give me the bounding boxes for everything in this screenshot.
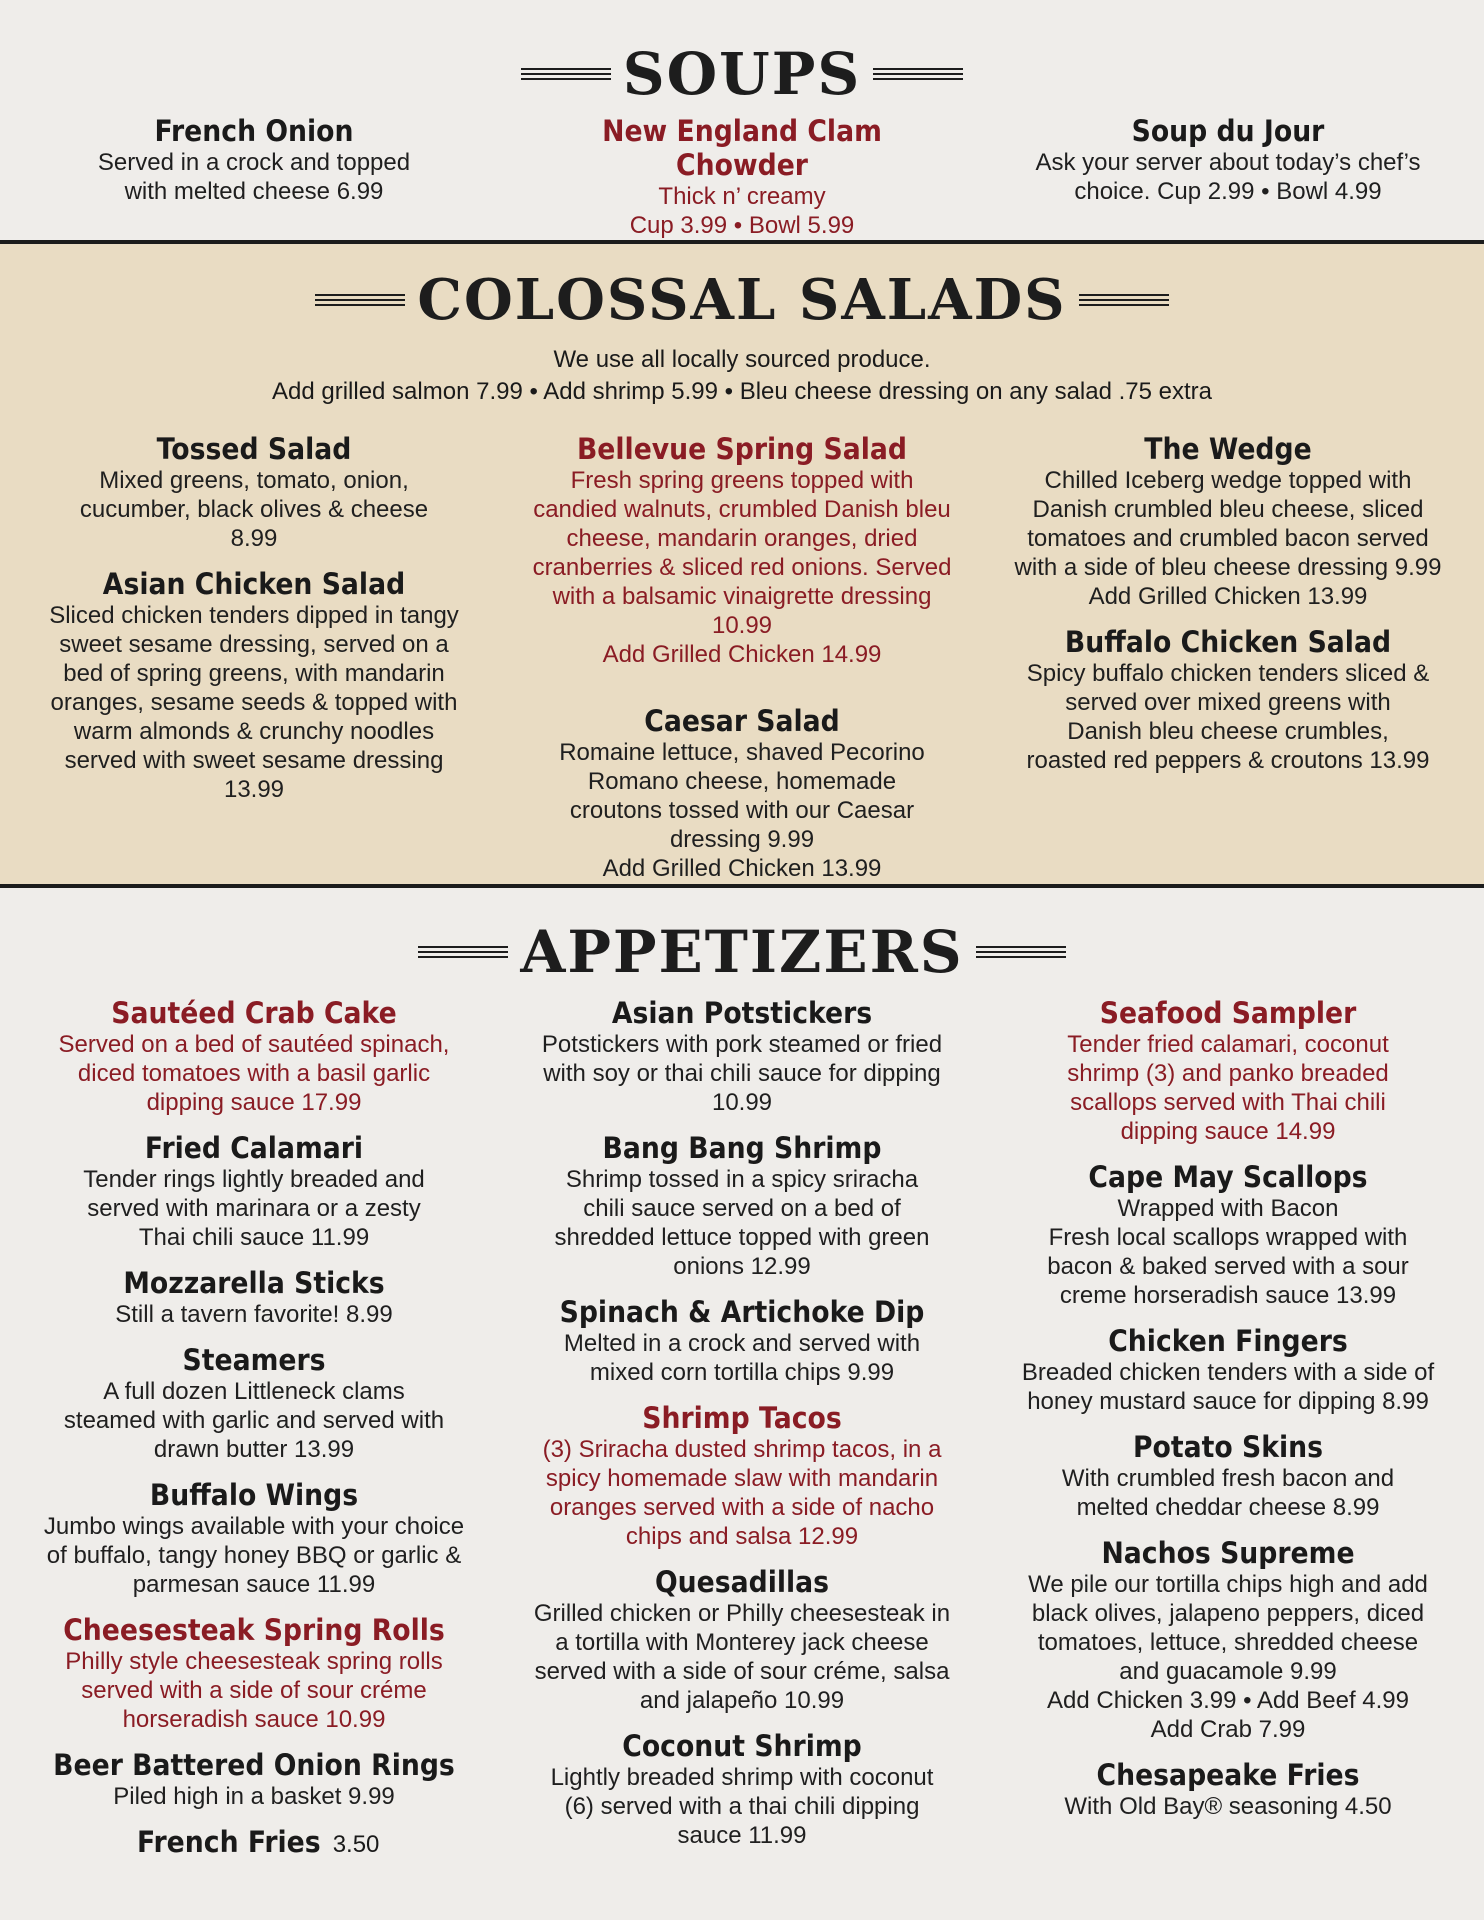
item-desc: Ask your server about today’s chef’s choice. Cup 2.99 • Bowl 4.99 <box>1035 149 1421 205</box>
menu-item <box>1008 1324 1448 1416</box>
item-desc: Add Chicken 3.99 • Add Beef 4.99 <box>1047 1687 1409 1714</box>
heading-rule-left <box>315 294 405 306</box>
item-name: The Wedge <box>1144 432 1312 466</box>
salad-col-2b <box>522 704 962 897</box>
menu-item <box>522 1729 962 1850</box>
item-name: Chicken Fingers <box>1108 1324 1348 1358</box>
item-name: Caesar Salad <box>644 704 840 738</box>
item-name: Nachos Supreme <box>1101 1536 1355 1570</box>
menu-item <box>522 1565 962 1715</box>
salad-col-3 <box>1008 432 1448 789</box>
heading-rule-left <box>418 946 508 958</box>
item-desc: Sliced chicken tenders dipped in tangy sweet sesame dressing, served on a bed of spring greens, with mandarin oranges, sesame seeds & topped with warm almonds & crunchy noodles served with sweet sesame dressing 13.99 <box>49 602 459 803</box>
item-desc: Lightly breaded shrimp with coconut (6) served with a thai chili dipping sauce 11.99 <box>550 1764 934 1849</box>
heading-rule-left <box>521 68 611 80</box>
soup-col-2 <box>522 114 962 254</box>
item-desc: With Old Bay® seasoning 4.50 <box>1064 1793 1392 1820</box>
item-desc: Thick n’ creamy <box>658 183 826 210</box>
menu-item <box>34 432 474 553</box>
item-desc: Add Crab 7.99 <box>1150 1716 1306 1743</box>
menu-item <box>1008 432 1448 611</box>
item-desc: Grilled chicken or Philly cheesesteak in a tortilla with Monterey jack cheese served with a side of sour créme, salsa and jalapeño 10.99 <box>533 1600 951 1714</box>
menu-item <box>522 704 962 883</box>
salads-addons: Add grilled salmon 7.99 • Add shrimp 5.99 • Bleu cheese dressing on any salad .75 extra <box>271 378 1213 405</box>
menu-item <box>1008 1160 1448 1310</box>
item-desc: Tender fried calamari, coconut shrimp (3) and panko breaded scallops served with Thai chili dipping sauce 14.99 <box>1067 1031 1389 1145</box>
menu-item <box>34 1266 474 1329</box>
menu-item <box>1008 996 1448 1146</box>
item-name: Asian Potstickers <box>611 996 873 1030</box>
soups-heading <box>0 40 1484 108</box>
item-name: Quesadillas <box>654 1565 830 1599</box>
item-desc: Jumbo wings available with your choice of buffalo, tangy honey BBQ or garlic & parmesan sauce 11.99 <box>43 1513 465 1598</box>
item-desc: Mixed greens, tomato, onion, cucumber, black olives & cheese 8.99 <box>79 467 429 552</box>
item-name: Sautéed Crab Cake <box>111 996 397 1030</box>
item-desc: Add Grilled Chicken 14.99 <box>602 641 882 668</box>
salads-note: We use all locally sourced produce. <box>553 346 931 373</box>
menu-item <box>522 114 962 240</box>
salads-heading <box>0 267 1484 334</box>
menu-item <box>1008 1758 1448 1821</box>
item-desc: Spicy buffalo chicken tenders sliced & served over mixed greens with Danish bleu cheese crumbles, roasted red peppers & croutons 13.99 <box>1026 660 1430 774</box>
menu-item <box>1008 625 1448 775</box>
menu-item <box>1008 1430 1448 1522</box>
item-name: Bang Bang Shrimp <box>602 1131 882 1165</box>
menu-item <box>34 114 474 206</box>
item-name: Chesapeake Fries <box>1096 1758 1360 1792</box>
menu-item <box>522 996 962 1117</box>
item-desc: (3) Sriracha dusted shrimp tacos, in a spicy homemade slaw with mandarin oranges served with a side of nacho chips and salsa 12.99 <box>542 1436 942 1550</box>
salad-col-2 <box>522 432 962 683</box>
heading-rule-right <box>1079 294 1169 306</box>
item-name: French Fries <box>136 1825 321 1859</box>
menu-item <box>34 1825 474 1859</box>
item-name: Beer Battered Onion Rings <box>53 1748 455 1782</box>
appetizers-title: APPETIZERS <box>520 918 964 986</box>
item-desc: A full dozen Littleneck clams steamed with garlic and served with drawn butter 13.99 <box>63 1378 445 1463</box>
soups-section <box>0 0 1484 240</box>
item-name: Fried Calamari <box>144 1131 364 1165</box>
item-desc: Chilled Iceberg wedge topped with Danish crumbled bleu cheese, sliced tomatoes and crumbled bacon served with a side of bleu cheese dressing 9.99 <box>1014 467 1442 581</box>
item-desc: Add Grilled Chicken 13.99 <box>602 855 882 882</box>
item-name: Buffalo Wings <box>149 1478 359 1512</box>
menu-item <box>1008 114 1448 206</box>
item-name: Cape May Scallops <box>1088 1160 1368 1194</box>
item-desc: Fresh local scallops wrapped with bacon & baked served with a sour creme horseradish sauce 13.99 <box>1047 1224 1409 1309</box>
item-name: Seafood Sampler <box>1099 996 1357 1030</box>
app-col-1 <box>34 996 474 1873</box>
menu-item <box>522 1131 962 1281</box>
item-desc: Still a tavern favorite! 8.99 <box>115 1301 393 1328</box>
item-name: Steamers <box>182 1343 326 1377</box>
item-desc: Potstickers with pork steamed or fried with soy or thai chili sauce for dipping 10.99 <box>541 1031 943 1116</box>
salads-section <box>0 240 1484 888</box>
salads-title: COLOSSAL SALADS <box>417 267 1067 334</box>
item-desc: Served in a crock and topped with melted cheese 6.99 <box>97 149 411 205</box>
item-name: New England Clam Chowder <box>602 114 882 182</box>
salad-col-1 <box>34 432 474 818</box>
item-desc: Melted in a crock and served with mixed corn tortilla chips 9.99 <box>563 1330 921 1386</box>
item-name: Shrimp Tacos <box>642 1401 842 1435</box>
item-desc: Philly style cheesesteak spring rolls served with a side of sour créme horseradish sauce 10.99 <box>65 1648 443 1733</box>
item-desc: Romaine lettuce, shaved Pecorino Romano cheese, homemade croutons tossed with our Caesar dressing 9.99 <box>559 739 925 853</box>
app-col-2 <box>522 996 962 1864</box>
menu-item <box>34 567 474 804</box>
menu-item <box>522 432 962 669</box>
heading-rule-right <box>873 68 963 80</box>
menu-item <box>522 1401 962 1551</box>
item-name: Mozzarella Sticks <box>123 1266 385 1300</box>
menu-item <box>34 1478 474 1599</box>
item-name: Potato Skins <box>1132 1430 1323 1464</box>
menu-item <box>34 1748 474 1811</box>
item-name: Coconut Shrimp <box>622 1729 862 1763</box>
appetizers-section <box>0 888 1484 1920</box>
soup-col-1 <box>34 114 474 220</box>
heading-rule-right <box>976 946 1066 958</box>
item-desc: Served on a bed of sautéed spinach, diced tomatoes with a basil garlic dipping sauce 17.99 <box>58 1031 450 1116</box>
item-name: Spinach & Artichoke Dip <box>559 1295 925 1329</box>
item-desc: Tender rings lightly breaded and served with marinara or a zesty Thai chili sauce 11.99 <box>83 1166 425 1251</box>
menu-item <box>34 996 474 1117</box>
menu-item <box>34 1343 474 1464</box>
item-desc: Wrapped with Bacon <box>1117 1195 1339 1222</box>
item-desc: Fresh spring greens topped with candied walnuts, crumbled Danish bleu cheese, mandarin oranges, dried cranberries & sliced red onions. Served with a balsamic vinaigrette dressing 10.99 <box>532 467 952 639</box>
item-price: 3.50 <box>332 1831 380 1858</box>
item-name: Soup du Jour <box>1131 114 1325 148</box>
soups-title: SOUPS <box>622 40 862 108</box>
item-name: French Onion <box>154 114 354 148</box>
item-desc: We pile our tortilla chips high and add black olives, jalapeno peppers, diced tomatoes, lettuce, shredded cheese and guacamole 9.99 <box>1028 1571 1428 1685</box>
item-name: Tossed Salad <box>156 432 352 466</box>
item-name: Buffalo Chicken Salad <box>1064 625 1392 659</box>
item-desc: Piled high in a basket 9.99 <box>113 1783 395 1810</box>
item-desc: Shrimp tossed in a spicy sriracha chili sauce served on a bed of shredded lettuce topped with green onions 12.99 <box>554 1166 930 1280</box>
menu-item <box>522 1295 962 1387</box>
menu-item <box>1008 1536 1448 1744</box>
item-desc: Cup 3.99 • Bowl 5.99 <box>629 212 855 239</box>
item-desc: With crumbled fresh bacon and melted cheddar cheese 8.99 <box>1061 1465 1395 1521</box>
menu-item <box>34 1613 474 1734</box>
item-name: Bellevue Spring Salad <box>576 432 908 466</box>
appetizers-heading <box>0 918 1484 986</box>
item-name: Cheesesteak Spring Rolls <box>63 1613 445 1647</box>
item-desc: Breaded chicken tenders with a side of honey mustard sauce for dipping 8.99 <box>1021 1359 1435 1415</box>
item-name: Asian Chicken Salad <box>102 567 406 601</box>
menu-item <box>34 1131 474 1252</box>
item-desc: Add Grilled Chicken 13.99 <box>1088 583 1368 610</box>
soup-col-3 <box>1008 114 1448 220</box>
app-col-3 <box>1008 996 1448 1835</box>
